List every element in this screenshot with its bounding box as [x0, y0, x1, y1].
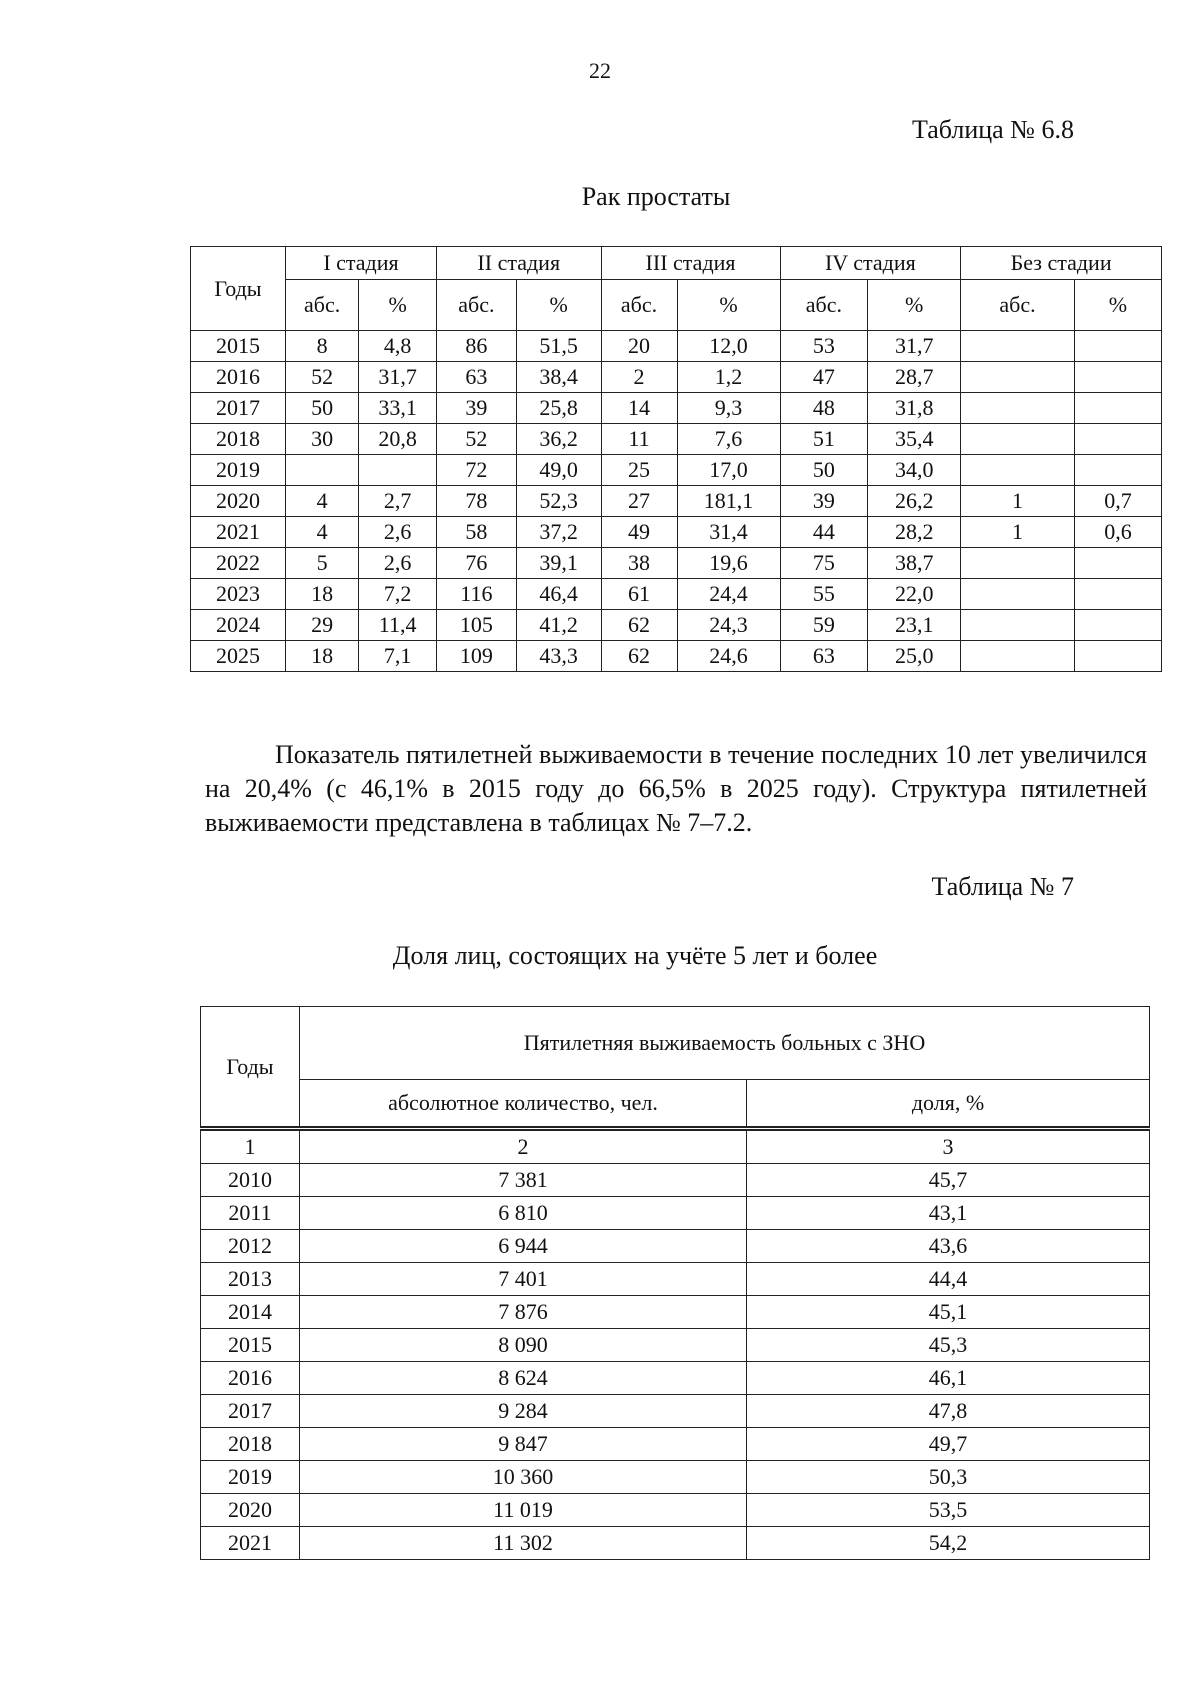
subheader-cell: %: [677, 280, 780, 331]
value-cell: 39,1: [516, 548, 601, 579]
year-cell: 2021: [191, 517, 286, 548]
year-cell: 2012: [201, 1230, 300, 1263]
table-row: [201, 1329, 1150, 1362]
value-cell: 8: [286, 331, 359, 362]
value-cell: 0,7: [1074, 486, 1161, 517]
subheader-cell: абс.: [436, 280, 516, 331]
table-row: [201, 1362, 1150, 1395]
value-cell: [1074, 424, 1161, 455]
value-cell: 2,6: [359, 517, 437, 548]
value-cell: 4: [286, 486, 359, 517]
value-cell: [961, 548, 1075, 579]
value-cell: 59: [780, 610, 868, 641]
value-cell: [961, 331, 1075, 362]
page-number: 22: [589, 58, 611, 83]
value-cell: 61: [601, 579, 677, 610]
share-header: доля, %: [747, 1080, 1150, 1129]
value-cell: 18: [286, 579, 359, 610]
value-cell: 7,6: [677, 424, 780, 455]
value-cell: [1074, 641, 1161, 672]
value-cell: 51: [780, 424, 868, 455]
value-cell: 33,1: [359, 393, 437, 424]
table-row: [201, 1230, 1150, 1263]
subheader-cell: абс.: [961, 280, 1075, 331]
value-cell: 39: [780, 486, 868, 517]
value-cell: 45,7: [747, 1164, 1150, 1197]
subheader-cell: %: [1074, 280, 1161, 331]
value-cell: 41,2: [516, 610, 601, 641]
value-cell: 49: [601, 517, 677, 548]
value-cell: 34,0: [868, 455, 961, 486]
table-row: [201, 1164, 1150, 1197]
value-cell: 54,2: [747, 1527, 1150, 1560]
year-cell: 2022: [191, 548, 286, 579]
header-row: [191, 247, 1162, 280]
value-cell: 22,0: [868, 579, 961, 610]
value-cell: [961, 362, 1075, 393]
column-number-row: [201, 1129, 1150, 1164]
value-cell: 2,7: [359, 486, 437, 517]
value-cell: 11,4: [359, 610, 437, 641]
value-cell: 1: [961, 517, 1075, 548]
value-cell: 38,7: [868, 548, 961, 579]
value-cell: 7 401: [300, 1263, 747, 1296]
value-cell: 24,6: [677, 641, 780, 672]
value-cell: 53: [780, 331, 868, 362]
table-row: [191, 331, 1162, 362]
value-cell: [1074, 579, 1161, 610]
value-cell: 9 284: [300, 1395, 747, 1428]
value-cell: 31,7: [868, 331, 961, 362]
year-cell: 2018: [191, 424, 286, 455]
value-cell: 58: [436, 517, 516, 548]
value-cell: 10 360: [300, 1461, 747, 1494]
column-number-cell: 2: [300, 1129, 747, 1164]
value-cell: [1074, 548, 1161, 579]
value-cell: 6 944: [300, 1230, 747, 1263]
value-cell: 36,2: [516, 424, 601, 455]
year-cell: 2023: [191, 579, 286, 610]
value-cell: 1: [961, 486, 1075, 517]
survival-paragraph: Показатель пятилетней выживаемости в течение последних 10 лет увеличился на 20,4% (с 46,1% в 2015 году до 66,5% в 2025 году). Структура пятилетней выживаемости представлена в таблицах № 7–7.2.: [205, 740, 1147, 837]
year-cell: 2019: [191, 455, 286, 486]
value-cell: 52: [436, 424, 516, 455]
value-cell: [286, 455, 359, 486]
value-cell: 48: [780, 393, 868, 424]
value-cell: 29: [286, 610, 359, 641]
value-cell: 72: [436, 455, 516, 486]
subheader-row: [191, 280, 1162, 331]
year-cell: 2021: [201, 1527, 300, 1560]
table-row: [191, 579, 1162, 610]
year-cell: 2016: [191, 362, 286, 393]
value-cell: 78: [436, 486, 516, 517]
value-cell: 8 624: [300, 1362, 747, 1395]
year-cell: 2014: [201, 1296, 300, 1329]
table-row: [191, 424, 1162, 455]
value-cell: [1074, 331, 1161, 362]
year-cell: 2017: [201, 1395, 300, 1428]
value-cell: 47: [780, 362, 868, 393]
subheader-cell: абс.: [780, 280, 868, 331]
value-cell: 50: [286, 393, 359, 424]
value-cell: 2: [601, 362, 677, 393]
value-cell: 86: [436, 331, 516, 362]
year-cell: 2013: [201, 1263, 300, 1296]
value-cell: 38: [601, 548, 677, 579]
value-cell: 44,4: [747, 1263, 1150, 1296]
value-cell: 4,8: [359, 331, 437, 362]
value-cell: 12,0: [677, 331, 780, 362]
table-row: [201, 1494, 1150, 1527]
value-cell: 55: [780, 579, 868, 610]
table-row: [191, 455, 1162, 486]
table-1-caption: Рак простаты: [581, 182, 731, 211]
year-cell: 2017: [191, 393, 286, 424]
value-cell: 49,7: [747, 1428, 1150, 1461]
value-cell: [1074, 393, 1161, 424]
value-cell: 53,5: [747, 1494, 1150, 1527]
table-2-label: Таблица № 7: [931, 872, 1074, 901]
stage-distribution-table: [190, 246, 1162, 672]
value-cell: 27: [601, 486, 677, 517]
value-cell: 75: [780, 548, 868, 579]
stage-header: I стадия: [286, 247, 437, 280]
value-cell: 28,7: [868, 362, 961, 393]
value-cell: 23,1: [868, 610, 961, 641]
column-number-cell: 1: [201, 1129, 300, 1164]
value-cell: 25: [601, 455, 677, 486]
year-cell: 2010: [201, 1164, 300, 1197]
value-cell: 26,2: [868, 486, 961, 517]
value-cell: 31,8: [868, 393, 961, 424]
value-cell: 46,1: [747, 1362, 1150, 1395]
value-cell: 7,2: [359, 579, 437, 610]
value-cell: 63: [436, 362, 516, 393]
table-row: [191, 362, 1162, 393]
value-cell: 62: [601, 610, 677, 641]
value-cell: [1074, 610, 1161, 641]
year-cell: 2018: [201, 1428, 300, 1461]
value-cell: 63: [780, 641, 868, 672]
subheader-cell: %: [516, 280, 601, 331]
value-cell: [961, 455, 1075, 486]
value-cell: 24,4: [677, 579, 780, 610]
table-row: [191, 393, 1162, 424]
value-cell: 4: [286, 517, 359, 548]
value-cell: [961, 610, 1075, 641]
value-cell: [1074, 455, 1161, 486]
value-cell: 43,6: [747, 1230, 1150, 1263]
value-cell: 52,3: [516, 486, 601, 517]
value-cell: 25,8: [516, 393, 601, 424]
value-cell: 2,6: [359, 548, 437, 579]
years-header: Годы: [201, 1007, 300, 1129]
value-cell: 76: [436, 548, 516, 579]
value-cell: 11 019: [300, 1494, 747, 1527]
value-cell: [961, 641, 1075, 672]
table-row: [191, 610, 1162, 641]
table-row: [201, 1296, 1150, 1329]
value-cell: 9,3: [677, 393, 780, 424]
value-cell: 45,1: [747, 1296, 1150, 1329]
value-cell: 43,1: [747, 1197, 1150, 1230]
year-cell: 2016: [201, 1362, 300, 1395]
subheader-row: [201, 1080, 1150, 1129]
value-cell: 20,8: [359, 424, 437, 455]
value-cell: 24,3: [677, 610, 780, 641]
subheader-cell: абс.: [286, 280, 359, 331]
value-cell: 18: [286, 641, 359, 672]
value-cell: 52: [286, 362, 359, 393]
table-row: [191, 486, 1162, 517]
value-cell: 8 090: [300, 1329, 747, 1362]
value-cell: 181,1: [677, 486, 780, 517]
year-cell: 2025: [191, 641, 286, 672]
value-cell: 20: [601, 331, 677, 362]
value-cell: 17,0: [677, 455, 780, 486]
value-cell: 47,8: [747, 1395, 1150, 1428]
stage-header: Без стадии: [961, 247, 1162, 280]
value-cell: 11: [601, 424, 677, 455]
year-cell: 2011: [201, 1197, 300, 1230]
stage-header: II стадия: [436, 247, 601, 280]
value-cell: [359, 455, 437, 486]
value-cell: 50: [780, 455, 868, 486]
value-cell: 7 876: [300, 1296, 747, 1329]
table-row: [201, 1428, 1150, 1461]
year-cell: 2020: [201, 1494, 300, 1527]
value-cell: 0,6: [1074, 517, 1161, 548]
value-cell: 7 381: [300, 1164, 747, 1197]
value-cell: [961, 424, 1075, 455]
value-cell: 49,0: [516, 455, 601, 486]
value-cell: 39: [436, 393, 516, 424]
header-row: [201, 1007, 1150, 1080]
table-1-label: Таблица № 6.8: [911, 115, 1074, 144]
value-cell: [961, 579, 1075, 610]
stage-header: IV стадия: [780, 247, 961, 280]
value-cell: 14: [601, 393, 677, 424]
value-cell: 105: [436, 610, 516, 641]
value-cell: 31,4: [677, 517, 780, 548]
table-row: [201, 1461, 1150, 1494]
table-row: [191, 548, 1162, 579]
table-row: [201, 1263, 1150, 1296]
value-cell: 5: [286, 548, 359, 579]
value-cell: [1074, 362, 1161, 393]
stage-header: III стадия: [601, 247, 780, 280]
value-cell: 116: [436, 579, 516, 610]
column-number-cell: 3: [747, 1129, 1150, 1164]
table-row: [201, 1395, 1150, 1428]
value-cell: 1,2: [677, 362, 780, 393]
year-cell: 2015: [191, 331, 286, 362]
value-cell: 43,3: [516, 641, 601, 672]
value-cell: 45,3: [747, 1329, 1150, 1362]
subheader-cell: %: [868, 280, 961, 331]
value-cell: 38,4: [516, 362, 601, 393]
survival-group-header: Пятилетняя выживаемость больных с ЗНО: [300, 1007, 1150, 1080]
value-cell: 50,3: [747, 1461, 1150, 1494]
value-cell: 28,2: [868, 517, 961, 548]
table-row: [201, 1197, 1150, 1230]
value-cell: 31,7: [359, 362, 437, 393]
value-cell: 46,4: [516, 579, 601, 610]
table-2-caption: Доля лиц, состоящих на учёте 5 лет и более: [392, 941, 878, 970]
absolute-count-header: абсолютное количество, чел.: [300, 1080, 747, 1129]
value-cell: 25,0: [868, 641, 961, 672]
value-cell: 11 302: [300, 1527, 747, 1560]
year-cell: 2024: [191, 610, 286, 641]
table-row: [191, 641, 1162, 672]
five-year-survival-table: [200, 1006, 1150, 1560]
value-cell: 9 847: [300, 1428, 747, 1461]
value-cell: 109: [436, 641, 516, 672]
value-cell: 37,2: [516, 517, 601, 548]
value-cell: 51,5: [516, 331, 601, 362]
table-row: [201, 1527, 1150, 1560]
value-cell: 6 810: [300, 1197, 747, 1230]
value-cell: 44: [780, 517, 868, 548]
table-row: [191, 517, 1162, 548]
value-cell: 30: [286, 424, 359, 455]
value-cell: 7,1: [359, 641, 437, 672]
value-cell: 35,4: [868, 424, 961, 455]
value-cell: 62: [601, 641, 677, 672]
year-cell: 2019: [201, 1461, 300, 1494]
years-header: Годы: [191, 247, 286, 331]
value-cell: 19,6: [677, 548, 780, 579]
year-cell: 2015: [201, 1329, 300, 1362]
subheader-cell: %: [359, 280, 437, 331]
year-cell: 2020: [191, 486, 286, 517]
value-cell: [961, 393, 1075, 424]
subheader-cell: абс.: [601, 280, 677, 331]
